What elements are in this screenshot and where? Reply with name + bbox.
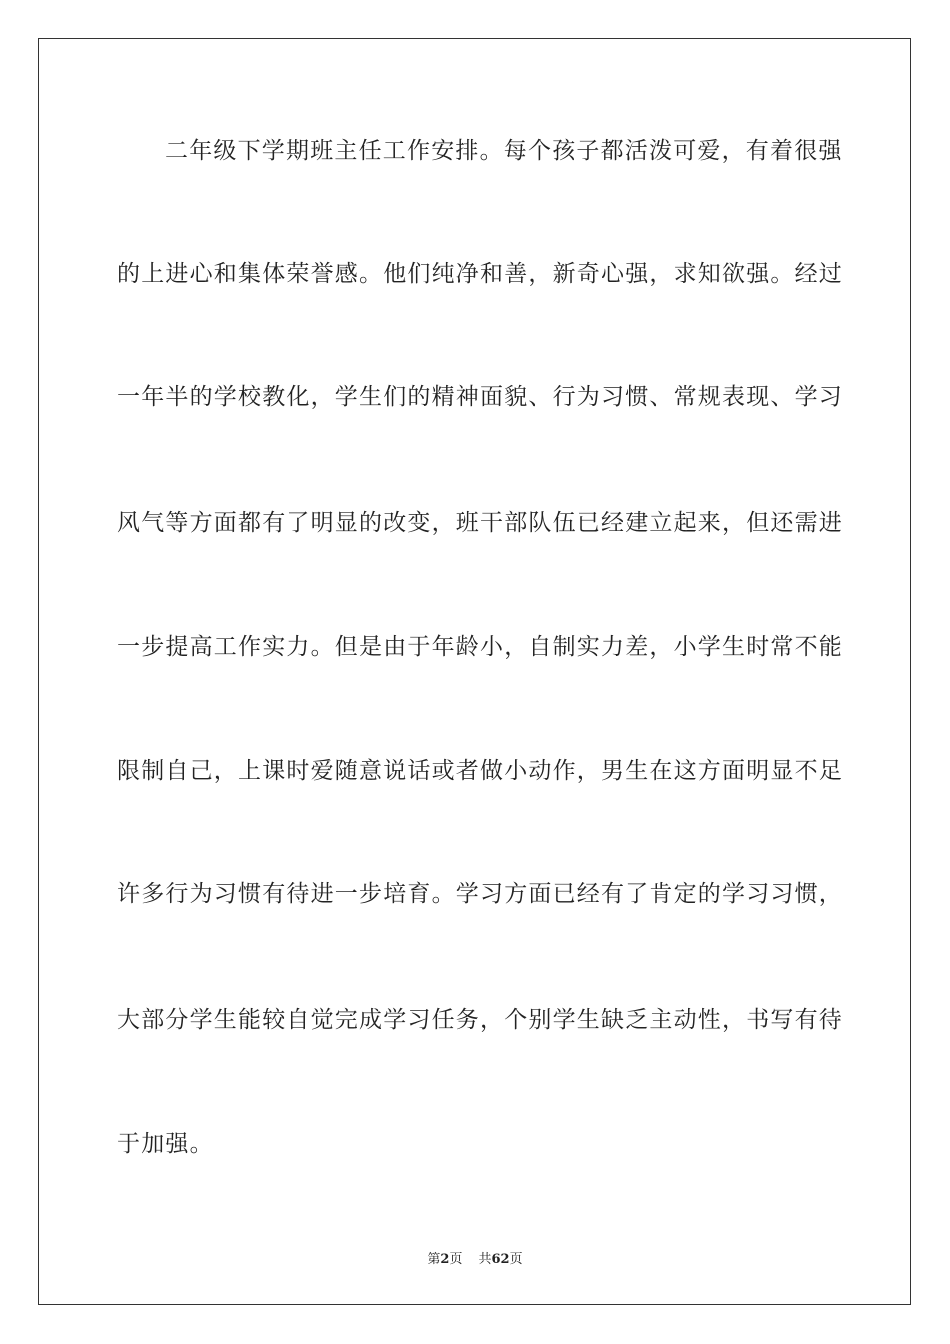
page-footer bbox=[0, 1248, 950, 1267]
paragraph-line: 一步提高工作实力。但是由于年龄小，自制实力差，小学生时常不能 bbox=[117, 634, 843, 660]
total-pages: 62 bbox=[491, 1252, 510, 1267]
paragraph-line: 一年半的学校教化，学生们的精神面貌、行为习惯、常规表现、学习 bbox=[117, 384, 843, 410]
paragraph-line: 风气等方面都有了明显的改变，班干部队伍已经建立起来，但还需进 bbox=[117, 510, 843, 536]
paragraph-line: 二年级下学期班主任工作安排。每个孩子都活泼可爱，有着很强 bbox=[165, 138, 843, 164]
paragraph-line: 限制自己，上课时爱随意说话或者做小动作，男生在这方面明显不足 bbox=[117, 758, 843, 784]
total-suffix: 页 bbox=[509, 1252, 523, 1267]
page-border bbox=[38, 38, 911, 1305]
paragraph-line: 大部分学生能较自觉完成学习任务，个别学生缺乏主动性，书写有待 bbox=[117, 1007, 843, 1033]
paragraph-line: 的上进心和集体荣誉感。他们纯净和善，新奇心强，求知欲强。经过 bbox=[117, 261, 843, 287]
page-prefix: 第 bbox=[427, 1252, 441, 1267]
paragraph-line: 许多行为习惯有待进一步培育。学习方面已经有了肯定的学习习惯， bbox=[117, 881, 843, 907]
total-prefix: 共 bbox=[478, 1252, 492, 1267]
page-suffix: 页 bbox=[449, 1252, 463, 1267]
page-number: 2 bbox=[440, 1252, 450, 1267]
paragraph-line: 于加强。 bbox=[117, 1131, 214, 1157]
